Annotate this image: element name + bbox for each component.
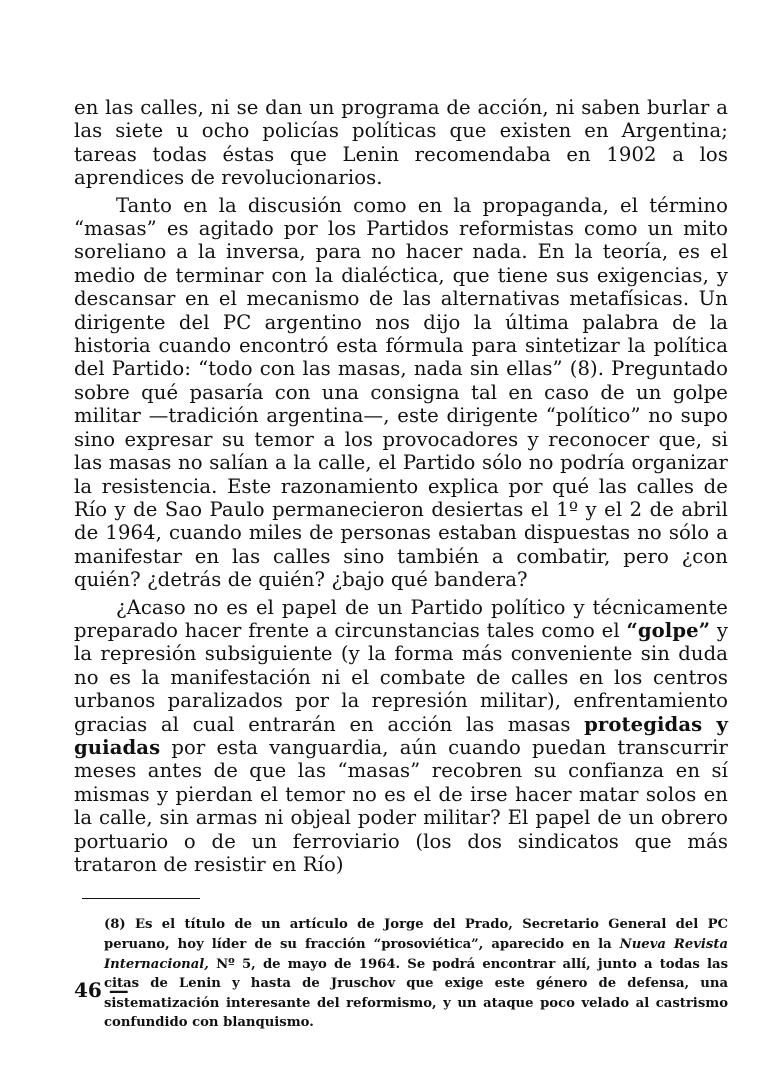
paragraph-3-part-b: y la represión subsiguiente (y la forma más conveniente sin duda no es la manifestación ni el combate de calles en los centros urbanos paralizados por la represión militar), enfrentamiento gracias al cual entrarán en acción las masas (74, 618, 728, 736)
paragraph-1: en las calles, ni se dan un programa de acción, ni saben burlar a las siete u ocho policías políticas que existen en Argentina; tareas todas éstas que Lenin recomendaba en 1902 a los aprendices de revolucionarios. (74, 96, 728, 190)
paragraph-3-golpe: “golpe” (626, 618, 711, 642)
paragraph-3 (74, 596, 728, 877)
paragraph-3-part-a: ¿Acaso no es el papel de un Partido político y técnicamente preparado hacer frente a circunstancias tales como el (74, 595, 728, 642)
footnote-rule (82, 898, 200, 899)
paragraph-3-part-c: por esta vanguardia, aún cuando puedan transcurrir meses antes de que las “masas” recobren su confianza en sí mismas y pierdan el temor no es el de irse hacer matar solos en la calle, sin armas ni objeal poder militar? El papel de un obrero portuario o de un ferroviario (los dos sindicatos que más trataron de resistir en Río) (74, 735, 728, 876)
footnote-journal-title: Nueva Revista Internacional, (104, 937, 728, 972)
page-number: 46 — (74, 978, 129, 1002)
book-page (74, 96, 728, 1033)
footnote-8 (104, 915, 728, 1033)
footnote (74, 915, 728, 1033)
footnote-part-a: (8) Es el título de un artículo de Jorge del Prado, Secretario General del PC peruano, hoy líder de su fracción “prosoviética”, aparecido en la (104, 917, 728, 952)
main-text (74, 96, 728, 876)
paragraph-2: Tanto en la discusión como en la propaganda, el término “masas” es agitado por los Partidos reformistas como un mito soreliano a la inversa, para no hacer nada. En la teoría, es el medio de terminar con la dialéctica, que tiene sus exigencias, y descansar en el mecanismo de las alternativas metafísicas. Un dirigente del PC argentino nos dijo la última palabra de la historia cuando encontró esta fórmula para sintetizar la política del Partido: “todo con las masas, nada sin ellas” (8). Preguntado sobre qué pasaría con una consigna tal en caso de un golpe militar —tradición argentina—, este dirigente “político” no supo sino expresar su temor a los provocadores y reconocer que, si las masas no salían a la calle, el Partido sólo no podría organizar la resistencia. Este razonamiento explica por qué las calles de Río y de Sao Paulo permanecieron desiertas el 1º y el 2 de abril de 1964, cuando miles de personas estaban dispuestas no sólo a manifestar en las calles sino también a combatir, pero ¿con quién? ¿detrás de quién? ¿bajo qué bandera? (74, 193, 728, 592)
paragraph-3-emphasis: protegidas y guiadas (74, 712, 728, 759)
footnote-part-b: Nº 5, de mayo de 1964. Se podrá encontrar allí, junto a todas las citas de Lenin y hasta de Jruschov que exige este género de defensa, una sistematización interesante del reformismo, y un ataque poco velado al castrismo confundido con blanquismo. (104, 956, 728, 1031)
